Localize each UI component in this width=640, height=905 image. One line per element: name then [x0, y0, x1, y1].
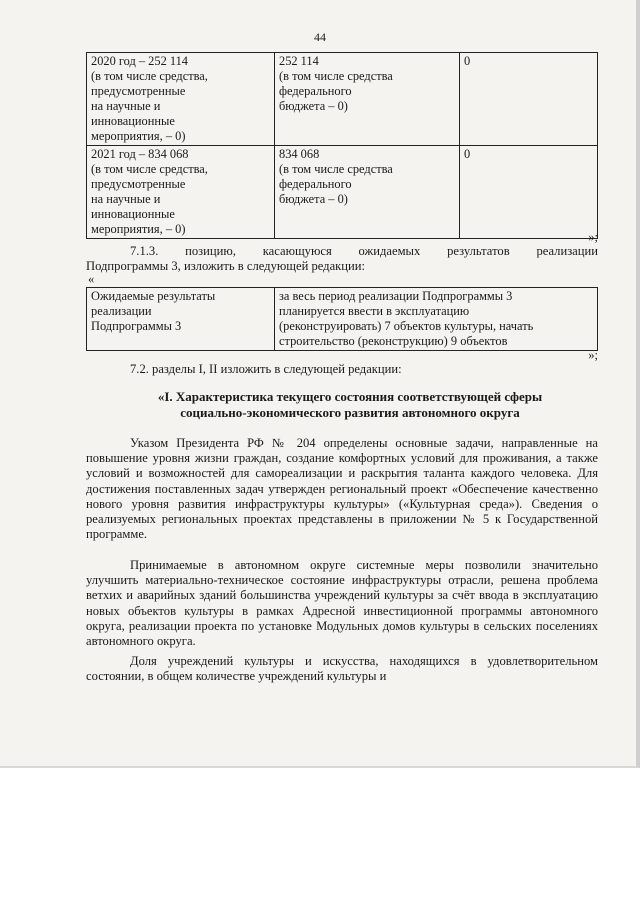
- table-row: [87, 288, 598, 351]
- table-cell: Ожидаемые результаты реализации Подпрограммы 3: [87, 288, 275, 351]
- paragraph-2: Принимаемые в автономном округе системные меры позволили значительно улучшить материально-техническое состояние инфраструктуры отрасли, решена проблема ветхих и аварийных зданий большинства учреждений культуры за счёт ввода в эксплуатацию новых объектов культуры в рамках Адресной инвестиционной программы автономного округа, реализации проекта по установке Модульных домов культуры в сельских поселениях автономного округа.: [86, 558, 598, 649]
- table-cell: 2021 год – 834 068 (в том числе средства, предусмотренные на научные и инновационные мероприятия, – 0): [87, 146, 275, 239]
- closing-quote-2: »;: [588, 348, 598, 362]
- section-heading: «I. Характеристика текущего состояния соответствующей сферы социально-экономического развития автономного округа: [157, 389, 543, 420]
- page-number: 44: [314, 30, 326, 44]
- paragraph-1: Указом Президента РФ № 204 определены основные задачи, направленные на повышение уровня жизни граждан, создание комфортных условий для проживания, а также условий и возможностей для самореализации и раскрытия таланта каждого человека. Для достижения поставленных задач утвержден региональный проект «Обеспечение качественно нового уровня развития инфраструктуры культуры» («Культурная среда»). Сведения о реализуемых региональных проектах представлены в приложении № 5 к Государственной программе.: [86, 436, 598, 542]
- item-72: 7.2. разделы I, II изложить в следующей редакции:: [130, 362, 402, 376]
- table-cell: 0: [460, 146, 598, 239]
- table-cell: 2020 год – 252 114 (в том числе средства, предусмотренные на научные и инновационные мероприятия, – 0): [87, 53, 275, 146]
- closing-quote: »;: [588, 230, 598, 244]
- table-cell: 252 114 (в том числе средства федерального бюджета – 0): [275, 53, 460, 146]
- results-table: [86, 287, 598, 351]
- item-713-line2: Подпрограммы 3, изложить в следующей редакции:: [86, 259, 366, 273]
- table-cell: 0: [460, 53, 598, 146]
- funding-table: [86, 52, 598, 239]
- table-cell: 834 068 (в том числе средства федерального бюджета – 0): [275, 146, 460, 239]
- item-713-line1: 7.1.3. позицию, касающуюся ожидаемых результатов реализации: [130, 244, 598, 258]
- paragraph-3: Доля учреждений культуры и искусства, находящихся в удовлетворительном состоянии, в общем количестве учреждений культуры и: [86, 654, 598, 684]
- table-row: [87, 53, 598, 146]
- opening-quote: «: [88, 272, 95, 286]
- table-row: [87, 146, 598, 239]
- table-cell: за весь период реализации Подпрограммы 3 планируется ввести в эксплуатацию (реконструировать) 7 объектов культуры, начать строительство (реконструкцию) 9 объектов: [275, 288, 598, 351]
